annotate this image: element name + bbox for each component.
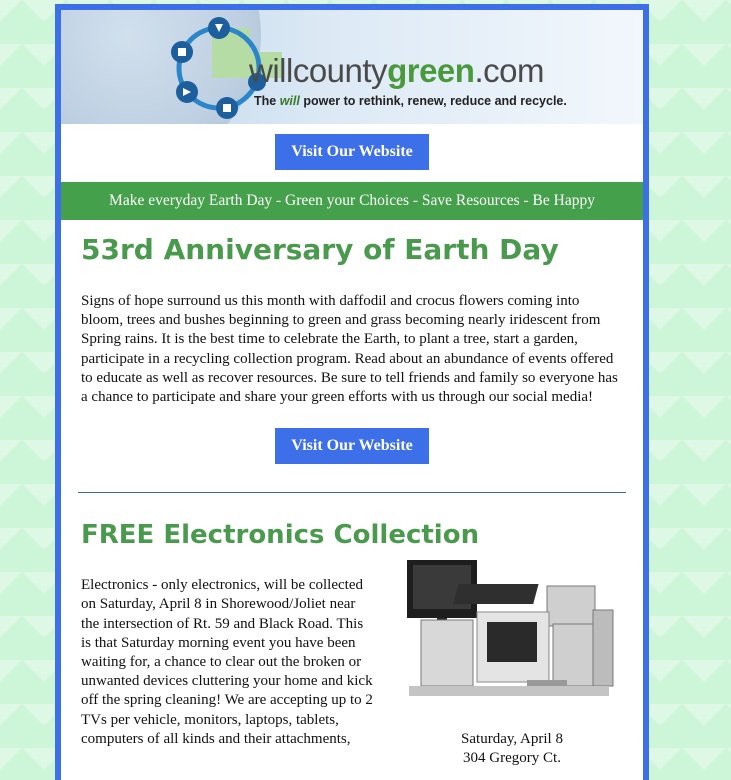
- earth-day-paragraph: Signs of hope surround us this month with daffodil and crocus flowers coming into bloom, trees and bushes beginning to green and grass becoming nearly iridescent from Spring rains. It is the best time to celebrate the Earth, to plant a tree, start a garden, participate in a recycling collection program. Read about an abundance of events offered to educate as well as recover resources. Be sure to tell friends and family so everyone has a chance to participate and share your green efforts with us through our social media!: [81, 293, 618, 406]
- event-address: 304 Gregory Ct.: [463, 750, 561, 767]
- visit-website-button-top[interactable]: Visit Our Website: [275, 134, 429, 170]
- header-banner: [61, 10, 643, 124]
- event-date: Saturday, April 8: [461, 731, 563, 748]
- tagline-bar: Make everyday Earth Day - Green your Choices - Save Resources - Be Happy: [61, 182, 643, 220]
- electronics-pile-image: [407, 560, 617, 705]
- electronics-figure: [407, 560, 617, 768]
- electronics-heading: FREE Electronics Collection: [81, 520, 480, 551]
- logo-tagline: The will power to rethink, renew, reduce and recycle.: [254, 94, 567, 108]
- section-divider: [78, 492, 626, 493]
- electronics-paragraph: Electronics - only electronics, will be collected on Saturday, April 8 in Shorewood/Joliet near the intersection of Rt. 59 and Black Road. This is that Saturday morning event you have been waiting for, a chance to clear out the broken or unwanted devices cluttering your home and kick off the spring cleaning! We are accepting up to 2 TVs per vehicle, monitors, laptops, tablets, computers of all kinds and their attachments,: [81, 577, 373, 747]
- earth-day-heading: 53rd Anniversary of Earth Day: [81, 233, 559, 266]
- visit-website-button-middle[interactable]: Visit Our Website: [275, 428, 429, 464]
- site-logo[interactable]: willcountygreen.com: [249, 52, 544, 89]
- newsletter-frame: [55, 4, 649, 780]
